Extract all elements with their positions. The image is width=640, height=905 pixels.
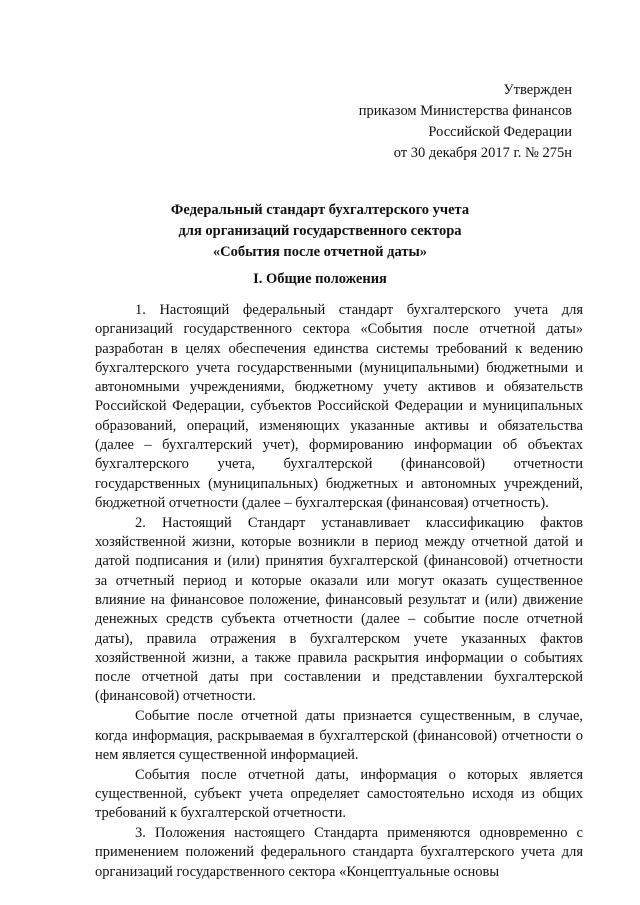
approval-line: Российской Федерации <box>428 124 572 140</box>
section-heading: I. Общие положения <box>253 271 387 287</box>
paragraph: 1. Настоящий федеральный стандарт бухгалтерского учета для организаций государственного сектора «События после отчетной даты» разработан в целях обеспечения единства системы требований к ведению бухгалтерского учета государственными (муниципальными) бюджетными и автономными учреждениями, бюджетному учету активов и обязательств Российской Федерации, субъектов Российской Федерации и муниципальных образований, операций, изменяющих указанные активы и обязательства (далее – бухгалтерский учет), формированию информации об объектах бухгалтерского учета, бухгалтерской (финансовой) отчетности государственных (муниципальных) бюджетных и автономных учреждений, бюджетной отчетности (далее – бухгалтерская (финансовая) отчетность). <box>95 302 583 511</box>
paragraph: События после отчетной даты, информация о которых является существенной, субъект учета определяет самостоятельно исходя из общих требований к бухгалтерской отчетности. <box>95 766 583 822</box>
body-text <box>95 301 583 882</box>
approval-line: приказом Министерства финансов <box>358 103 572 119</box>
title-line: Федеральный стандарт бухгалтерского учета <box>170 202 470 218</box>
paragraph: Событие после отчетной даты признается существенным, в случае, когда информация, раскрываемая в бухгалтерской (финансовой) отчетности о нем является существенной информацией. <box>95 708 583 763</box>
title-line: «События после отчетной даты» <box>212 244 428 260</box>
approval-line: Утвержден <box>503 82 572 98</box>
document-title <box>0 200 640 263</box>
title-line: для организаций государственного сектора <box>178 223 462 239</box>
approval-block <box>359 80 572 164</box>
paragraph: 2. Настоящий Стандарт устанавливает классификацию фактов хозяйственной жизни, которые возникли в период между отчетной датой и датой подписания и (или) принятия бухгалтерской (финансовой) отчетности за отчетный период и которые оказали или могут оказать существенное влияние на финансовое положение, финансовый результат и (или) движение денежных средств субъекта отчетности (далее – событие после отчетной даты), правила отражения в бухгалтерском учете указанных фактов хозяйственной жизни, а также правила раскрытия информации о событиях после отчетной даты при составлении и представлении бухгалтерской (финансовой) отчетности. <box>95 514 583 705</box>
approval-order-date: от 30 декабря 2017 г. № 275н <box>393 145 572 161</box>
paragraph: 3. Положения настоящего Стандарта применяются одновременно с применением положений федерального стандарта бухгалтерского учета для организаций государственного сектора «Концептуальные основы <box>95 825 583 880</box>
